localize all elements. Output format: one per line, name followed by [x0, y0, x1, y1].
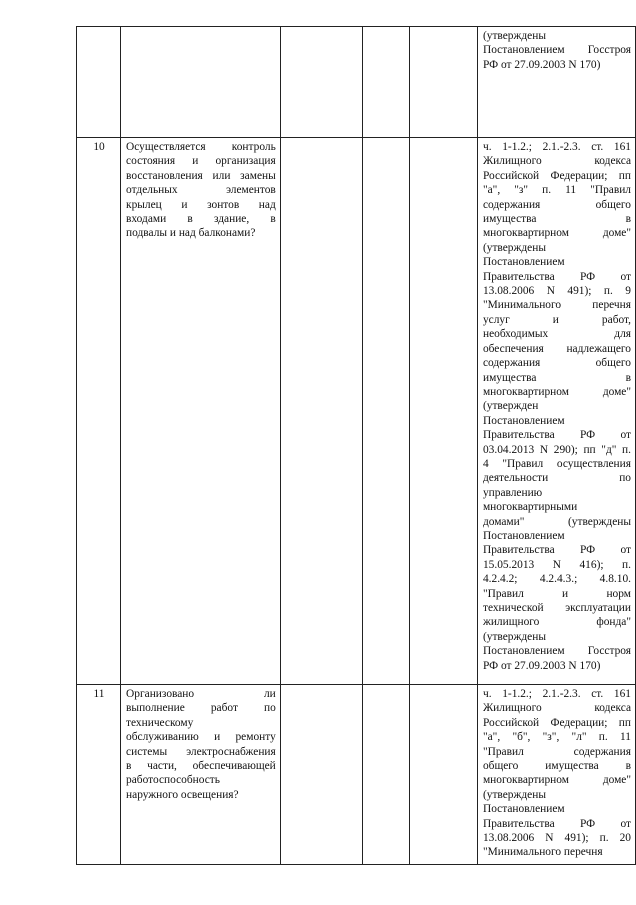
- text-line: управлению: [482, 486, 543, 499]
- text-line: содержания общего: [482, 357, 631, 370]
- row-number-cell: [77, 27, 121, 138]
- text-line: (утвержден: [482, 400, 539, 413]
- text-line: Правительства РФ от: [482, 429, 631, 442]
- text-line: Постановлением: [482, 529, 565, 542]
- text-line: содержания общего: [482, 198, 631, 211]
- text-line: (утверждены: [482, 630, 546, 643]
- text-line: услуг и работ,: [482, 313, 631, 326]
- text-line: входами в здание, в: [126, 213, 276, 226]
- row-number: 11: [93, 688, 105, 700]
- legal-basis-cell: [477, 138, 635, 685]
- text-line: имущества в: [482, 371, 631, 384]
- table-body: [77, 27, 636, 865]
- text-line: Российской Федерации; пп: [482, 716, 631, 729]
- text-line: "Минимального перечня: [482, 299, 631, 312]
- text-line: "а", "з" п. 11 "Правил: [482, 184, 631, 197]
- text-line: имущества в: [482, 213, 631, 226]
- text-line: многоквартирными: [482, 501, 578, 514]
- text-line: необходимых для: [482, 328, 631, 341]
- text-line: (утверждены: [482, 788, 546, 801]
- table-row: [77, 138, 636, 685]
- text-line: Правительства РФ от: [482, 817, 631, 830]
- text-line: "Минимального перечня: [482, 846, 603, 859]
- empty-cell: [363, 27, 409, 138]
- text-line: 13.08.2006 N 491); п. 20: [482, 832, 631, 845]
- text-line: подвалы и над балконами?: [126, 227, 256, 240]
- text-line: техническому: [126, 716, 194, 729]
- text-line: "Правил и норм: [482, 587, 631, 600]
- text-line: 15.05.2013 N 416); п.: [482, 558, 631, 571]
- text-line: Осуществляется контроль: [126, 141, 276, 153]
- text-line: 03.04.2013 N 290); пп "д" п.: [482, 443, 631, 456]
- text-line: 4 "Правил осуществления: [482, 457, 631, 470]
- question-cell: [121, 138, 281, 685]
- legal-basis-cell: [477, 27, 635, 138]
- question-cell: [121, 685, 281, 865]
- empty-cell: [280, 138, 363, 685]
- text-line: домами" (утверждены: [482, 515, 631, 528]
- text-line: восстановления или замены: [126, 169, 276, 182]
- text-line: многоквартирном доме": [482, 774, 631, 787]
- text-line: (утверждены: [482, 241, 546, 254]
- row-number-cell: [77, 685, 121, 865]
- empty-cell: [363, 138, 409, 685]
- text-line: общего имущества в: [482, 760, 631, 773]
- text-line: наружного освещения?: [126, 788, 239, 801]
- text-line: ч. 1-1.2.; 2.1.-2.3. ст. 161: [482, 688, 631, 700]
- text-line: состояния и организация: [126, 155, 276, 168]
- text-line: 13.08.2006 N 491); п. 9: [482, 285, 631, 298]
- text-line: Организовано ли: [126, 688, 276, 700]
- text-line: крылец и зонтов над: [126, 198, 276, 211]
- question-cell: [121, 27, 281, 138]
- text-line: РФ от 27.09.2003 N 170): [482, 58, 601, 71]
- text-line: Постановлением: [482, 256, 565, 269]
- empty-cell: [409, 27, 477, 138]
- text-line: Жилищного кодекса: [482, 155, 631, 168]
- text-line: ч. 1-1.2.; 2.1.-2.3. ст. 161: [482, 141, 631, 153]
- row-number-cell: [77, 138, 121, 685]
- text-line: (утверждены: [482, 30, 546, 42]
- text-line: Правительства РФ от: [482, 270, 631, 283]
- text-line: в части, обеспечивающей: [126, 760, 276, 773]
- row-number: 10: [93, 141, 105, 153]
- text-line: обслуживанию и ремонту: [126, 731, 276, 744]
- empty-cell: [363, 685, 409, 865]
- text-line: технической эксплуатации: [482, 602, 631, 614]
- empty-cell: [280, 27, 363, 138]
- table-row: [77, 27, 636, 138]
- text-line: "Правил содержания: [482, 745, 631, 758]
- text-line: жилищного фонда": [482, 616, 631, 629]
- text-line: "а", "б", "з", "л" п. 11: [482, 731, 631, 744]
- text-line: Постановлением Госстроя: [482, 645, 631, 658]
- text-line: 4.2.4.2; 4.2.4.3.; 4.8.10.: [482, 573, 631, 586]
- text-line: многоквартирном доме": [482, 385, 631, 398]
- text-line: деятельности по: [482, 472, 631, 485]
- text-line: многоквартирном доме": [482, 227, 631, 240]
- text-line: Постановлением: [482, 414, 565, 427]
- text-line: Жилищного кодекса: [482, 702, 631, 715]
- text-line: системы электроснабжения: [126, 745, 276, 758]
- legal-basis-cell: [477, 685, 635, 865]
- text-line: Постановлением: [482, 803, 565, 816]
- checklist-table: [76, 26, 636, 865]
- text-line: обеспечения надлежащего: [482, 342, 631, 355]
- empty-cell: [409, 138, 477, 685]
- text-line: Постановлением Госстроя: [482, 44, 631, 57]
- empty-cell: [280, 685, 363, 865]
- text-line: Российской Федерации; пп: [482, 169, 631, 182]
- text-line: работоспособность: [126, 774, 220, 787]
- empty-cell: [409, 685, 477, 865]
- text-line: Правительства РФ от: [482, 544, 631, 557]
- text-line: выполнение работ по: [126, 702, 276, 715]
- text-line: РФ от 27.09.2003 N 170): [482, 659, 601, 672]
- table-row: [77, 685, 636, 865]
- text-line: отдельных элементов: [126, 184, 276, 197]
